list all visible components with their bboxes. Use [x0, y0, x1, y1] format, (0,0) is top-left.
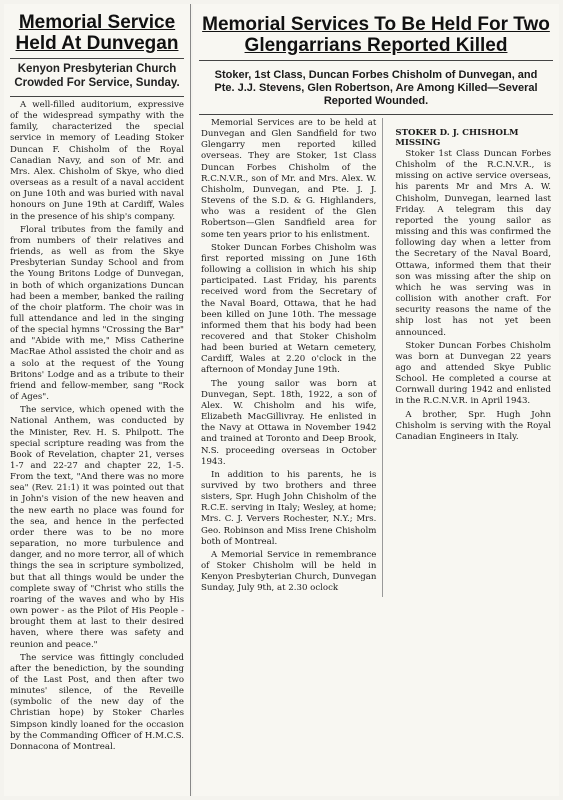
missing-box-heading: STOKER D. J. CHISHOLM MISSING [395, 128, 519, 148]
right-deck: Stoker, 1st Class, Duncan Forbes Chisholm of Dunvegan, and Pte. J.J. Stevens, Glen Robertson, Are Among Killed—Several Reported Wounded. [214, 69, 538, 107]
right-c2-paragraph-2: Stoker Duncan Forbes Chisholm was born at Dunvegan 22 years ago and attended Skye Public School. He completed a course at Cornwall during 1942 and enlisted in the R.C.N.V.R. in April 1943. [395, 340, 551, 407]
right-c1-paragraph-5: A Memorial Service in remembrance of Stoker Chisholm will be held in Kenyon Presbyterian Church, Dunvegan Sunday, July 9th, at 2.30 oclock [201, 549, 377, 594]
right-c1-paragraph-4: In addition to his parents, he is survived by two brothers and three sisters, Spr. Hugh John Chisholm of the R.C.E. serving in Italy; Wesley, at home; Mrs. C. J. Ververs Rochester, N.Y.; Mrs. Geo. Robinson and Miss Irene Chisholm both of Montreal. [201, 469, 377, 547]
right-article-columns [193, 118, 559, 597]
left-headline: Memorial Service Held At Dunvegan [15, 12, 179, 54]
left-paragraph-1: A well-filled auditorium, expressive of the widespread sympathy with the family, characterized the special service in memory of Leading Stoker Duncan F. Chisholm of the Royal Canadian Navy, and son of Mr. and Mrs. Alex. Chisholm of Skye, who died overseas as a result of a naval accident on June 10th and was buried with naval honours on June 19th at Cardiff, Wales in the presence of his ship's company. [10, 100, 184, 222]
left-article-clipping [4, 4, 191, 796]
left-divider-2 [10, 96, 184, 97]
right-divider-2 [199, 114, 553, 115]
missing-box-body [389, 149, 557, 443]
left-article-body [4, 100, 190, 753]
left-divider [10, 58, 184, 59]
right-column-1 [195, 118, 383, 597]
right-c1-paragraph-1: Memorial Services are to be held at Dunvegan and Glen Sandfield for two Glengarry men reported killed overseas. They are Stoker, 1st Class Duncan Forbes Chisholm of the R.C.N.V.R., son of Mr. and Mrs. Alex. W. Chisholm, Dunvegan, and Pte. J. J. Stevens of the S.D. & G. Highlanders, who was a resident of the Glen Robertson—Glen Sandfield area for some ten years prior to his enlistment. [201, 118, 377, 240]
right-c1-paragraph-2: Stoker Duncan Forbes Chisholm was first reported missing on June 16th following a collision in which his ship participated. Last Friday, his parents received word from the Secretary of the Naval Board, Ottawa, that he had been killed on June 10th. The message informed them that his body had been recovered and that Stoker Chisholm had been buried at Wetarn cemetery, Cardiff, Wales at 2.20 o'clock in the afternoon of Monday June 19th. [201, 242, 377, 376]
right-divider [199, 60, 553, 61]
left-paragraph-2: Floral tributes from the family and from numbers of their relatives and friends, as well as from the Skye Presbyterian Sunday School and from the Young Britons Lodge of Dunvegan, in both of which organizations Duncan had been a member, banked the railing of the choir platform. The choir was in full attendance and led in the singing of the special hymns "Crossing the Bar" and "Abide with me," Miss Catherine MacRae Athol assisted the choir and as a solo at the request of the Young Britons' Lodge and as a tribute to their friend and fellow-member, sang "Rock of Ages". [10, 224, 184, 403]
right-column-2 [389, 118, 557, 597]
left-paragraph-3: The service, which opened with the National Anthem, was conducted by the Minister, Rev. H. S. Philpott. The special scripture reading was from the Book of Revelation, chapter 21, verses 1-7 and 22-27 and chapter 22, 1-5. From the text, "And there was no more sea" (Rev. 21:1) it was pointed out that in John's vision of the new heaven and the new earth no place was found for the sea, and hence in the perfected order there was to be no more separation, no more turbulence and danger, and no more terror, all of which things the sea in scripture symbolized, but that all things would be under the complete sway of "Christ who stills the roaring of the waves and who by His own power - as the Pilot of His People - brought them at last to their desired haven, where there was safety and reunion and peace." [10, 405, 184, 650]
right-c2-paragraph-1: Stoker 1st Class Duncan Forbes Chisholm of the R.C.N.V.R., is missing on active service overseas, his parents Mr and Mrs A. W. Chisholm, Dunvegan, learned last Friday. A telegram this day reported the young sailor as missing and this was confirmed the following day when a letter from the Secretary of the Naval Board, Ottawa, informed them that their son was missing after the ship on which he was serving was in collision with another craft. For security reasons the name of the ship lost has not yet been announced. [395, 149, 551, 338]
right-article-clipping [193, 4, 559, 796]
right-headline: Memorial Services To Be Held For Two Glengarrians Reported Killed [202, 14, 550, 56]
left-paragraph-4: The service was fittingly concluded after the benediction, by the sounding of the Last Post, and then after two minutes' silence, of the Reveille (symbolic of the new day of the Christian hope) by Stoker Charles Simpson kindly loaned for the occasion by the Commanding Officer of H.M.C.S. Donnacona of Montreal. [10, 652, 184, 752]
right-c1-paragraph-3: The young sailor was born at Dunvegan, Sept. 18th, 1922, a son of Alex. W. Chisholm and his wife, Elizabeth MacGillivray. He enlisted in the Navy at Ottawa in November 1942 and trained at Toronto and Deep Brook, N.S. proceeding overseas in October 1943. [201, 378, 377, 467]
left-subhead: Kenyon Presbyterian Church Crowded For Service, Sunday. [14, 63, 180, 89]
right-c2-paragraph-3: A brother, Spr. Hugh John Chisholm is serving with the Royal Canadian Engineers in Italy. [395, 409, 551, 442]
